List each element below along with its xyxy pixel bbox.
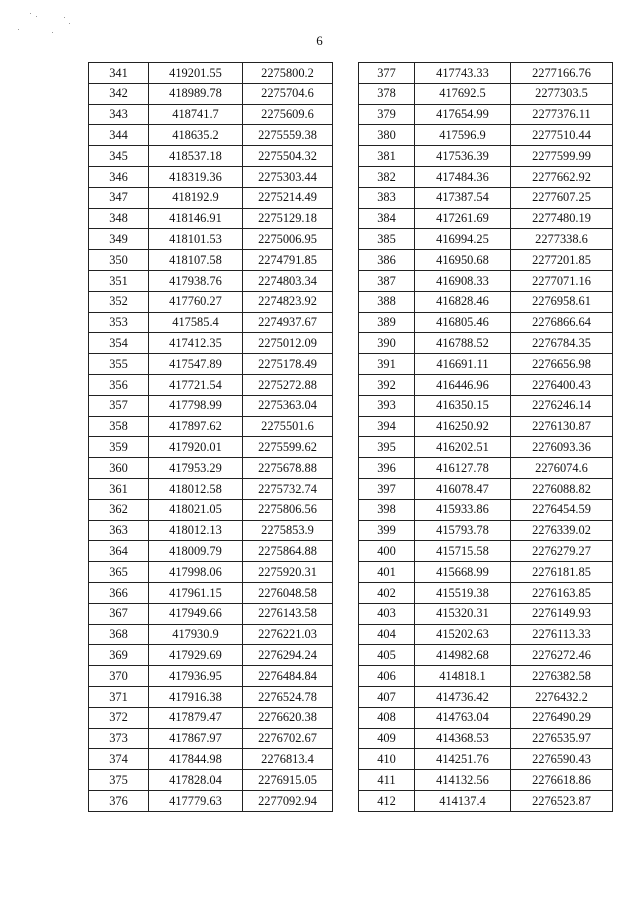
x-coordinate-cell: 414251.76 xyxy=(415,749,511,770)
point-number-cell: 372 xyxy=(89,707,149,728)
y-coordinate-cell: 2275609.6 xyxy=(243,104,333,125)
y-coordinate-cell: 2275800.2 xyxy=(243,63,333,84)
point-number-cell: 343 xyxy=(89,104,149,125)
x-coordinate-cell: 418107.58 xyxy=(149,250,243,271)
y-coordinate-cell: 2277662.92 xyxy=(511,166,613,187)
y-coordinate-cell: 2277338.6 xyxy=(511,229,613,250)
scan-speck xyxy=(36,16,37,17)
point-number-cell: 383 xyxy=(359,187,415,208)
table-row xyxy=(89,374,333,395)
y-coordinate-cell: 2275806.56 xyxy=(243,499,333,520)
table-row xyxy=(89,333,333,354)
y-coordinate-cell: 2276088.82 xyxy=(511,478,613,499)
table-row xyxy=(89,790,333,811)
coordinates-table-right xyxy=(358,62,613,812)
x-coordinate-cell: 417867.97 xyxy=(149,728,243,749)
x-coordinate-cell: 416127.78 xyxy=(415,458,511,479)
point-number-cell: 352 xyxy=(89,291,149,312)
point-number-cell: 397 xyxy=(359,478,415,499)
x-coordinate-cell: 416788.52 xyxy=(415,333,511,354)
x-coordinate-cell: 417654.99 xyxy=(415,104,511,125)
scan-speck xyxy=(69,23,70,24)
table-body xyxy=(359,63,613,812)
point-number-cell: 396 xyxy=(359,458,415,479)
table-row xyxy=(89,478,333,499)
x-coordinate-cell: 416908.33 xyxy=(415,270,511,291)
y-coordinate-cell: 2275501.6 xyxy=(243,416,333,437)
y-coordinate-cell: 2277303.5 xyxy=(511,83,613,104)
y-coordinate-cell: 2276149.93 xyxy=(511,603,613,624)
page-number: 6 xyxy=(316,33,323,48)
x-coordinate-cell: 417387.54 xyxy=(415,187,511,208)
y-coordinate-cell: 2276181.85 xyxy=(511,562,613,583)
point-number-cell: 410 xyxy=(359,749,415,770)
y-coordinate-cell: 2275363.04 xyxy=(243,395,333,416)
table-row xyxy=(89,63,333,84)
point-number-cell: 409 xyxy=(359,728,415,749)
table-row xyxy=(359,437,613,458)
y-coordinate-cell: 2275920.31 xyxy=(243,562,333,583)
y-coordinate-cell: 2277376.11 xyxy=(511,104,613,125)
y-coordinate-cell: 2277201.85 xyxy=(511,250,613,271)
x-coordinate-cell: 417998.06 xyxy=(149,562,243,583)
y-coordinate-cell: 2276656.98 xyxy=(511,354,613,375)
table-row xyxy=(89,146,333,167)
x-coordinate-cell: 416350.15 xyxy=(415,395,511,416)
y-coordinate-cell: 2275704.6 xyxy=(243,83,333,104)
y-coordinate-cell: 2276866.64 xyxy=(511,312,613,333)
y-coordinate-cell: 2276272.46 xyxy=(511,645,613,666)
point-number-cell: 379 xyxy=(359,104,415,125)
table-row xyxy=(89,686,333,707)
point-number-cell: 399 xyxy=(359,520,415,541)
table-row xyxy=(89,187,333,208)
x-coordinate-cell: 415715.58 xyxy=(415,541,511,562)
x-coordinate-cell: 417897.62 xyxy=(149,416,243,437)
table-body xyxy=(89,63,333,812)
point-number-cell: 371 xyxy=(89,686,149,707)
y-coordinate-cell: 2276130.87 xyxy=(511,416,613,437)
point-number-cell: 373 xyxy=(89,728,149,749)
x-coordinate-cell: 416691.11 xyxy=(415,354,511,375)
table-row xyxy=(359,125,613,146)
y-coordinate-cell: 2276143.58 xyxy=(243,603,333,624)
table-row xyxy=(359,354,613,375)
x-coordinate-cell: 414763.04 xyxy=(415,707,511,728)
y-coordinate-cell: 2275272.88 xyxy=(243,374,333,395)
x-coordinate-cell: 417844.98 xyxy=(149,749,243,770)
table-row xyxy=(359,83,613,104)
y-coordinate-cell: 2275303.44 xyxy=(243,166,333,187)
table-row xyxy=(359,416,613,437)
table-row xyxy=(359,562,613,583)
x-coordinate-cell: 417743.33 xyxy=(415,63,511,84)
table-row xyxy=(359,208,613,229)
point-number-cell: 364 xyxy=(89,541,149,562)
y-coordinate-cell: 2276113.33 xyxy=(511,624,613,645)
x-coordinate-cell: 416828.46 xyxy=(415,291,511,312)
x-coordinate-cell: 417596.9 xyxy=(415,125,511,146)
y-coordinate-cell: 2276702.67 xyxy=(243,728,333,749)
x-coordinate-cell: 417916.38 xyxy=(149,686,243,707)
table-row xyxy=(359,333,613,354)
x-coordinate-cell: 418537.18 xyxy=(149,146,243,167)
point-number-cell: 382 xyxy=(359,166,415,187)
y-coordinate-cell: 2276523.87 xyxy=(511,790,613,811)
x-coordinate-cell: 417261.69 xyxy=(415,208,511,229)
y-coordinate-cell: 2276454.59 xyxy=(511,499,613,520)
point-number-cell: 342 xyxy=(89,83,149,104)
table-row xyxy=(89,270,333,291)
point-number-cell: 386 xyxy=(359,250,415,271)
x-coordinate-cell: 417692.5 xyxy=(415,83,511,104)
table-row xyxy=(89,250,333,271)
table-row xyxy=(89,458,333,479)
y-coordinate-cell: 2277480.19 xyxy=(511,208,613,229)
table-row xyxy=(359,624,613,645)
y-coordinate-cell: 2276339.02 xyxy=(511,520,613,541)
point-number-cell: 408 xyxy=(359,707,415,728)
x-coordinate-cell: 417547.89 xyxy=(149,354,243,375)
y-coordinate-cell: 2276074.6 xyxy=(511,458,613,479)
x-coordinate-cell: 417779.63 xyxy=(149,790,243,811)
point-number-cell: 395 xyxy=(359,437,415,458)
y-coordinate-cell: 2275504.32 xyxy=(243,146,333,167)
point-number-cell: 374 xyxy=(89,749,149,770)
y-coordinate-cell: 2277092.94 xyxy=(243,790,333,811)
scan-speck xyxy=(30,13,31,14)
point-number-cell: 380 xyxy=(359,125,415,146)
y-coordinate-cell: 2276590.43 xyxy=(511,749,613,770)
x-coordinate-cell: 417938.76 xyxy=(149,270,243,291)
point-number-cell: 384 xyxy=(359,208,415,229)
point-number-cell: 401 xyxy=(359,562,415,583)
table-row xyxy=(89,645,333,666)
table-row xyxy=(359,541,613,562)
point-number-cell: 349 xyxy=(89,229,149,250)
point-number-cell: 403 xyxy=(359,603,415,624)
y-coordinate-cell: 2274791.85 xyxy=(243,250,333,271)
y-coordinate-cell: 2276400.43 xyxy=(511,374,613,395)
table-row xyxy=(359,229,613,250)
x-coordinate-cell: 415933.86 xyxy=(415,499,511,520)
y-coordinate-cell: 2276535.97 xyxy=(511,728,613,749)
x-coordinate-cell: 418012.58 xyxy=(149,478,243,499)
table-row xyxy=(359,250,613,271)
table-row xyxy=(89,520,333,541)
table-row xyxy=(359,749,613,770)
table-row xyxy=(89,312,333,333)
point-number-cell: 347 xyxy=(89,187,149,208)
y-coordinate-cell: 2276221.03 xyxy=(243,624,333,645)
table-row xyxy=(359,270,613,291)
table-row xyxy=(89,728,333,749)
x-coordinate-cell: 417936.95 xyxy=(149,666,243,687)
y-coordinate-cell: 2276432.2 xyxy=(511,686,613,707)
point-number-cell: 368 xyxy=(89,624,149,645)
x-coordinate-cell: 417484.36 xyxy=(415,166,511,187)
point-number-cell: 370 xyxy=(89,666,149,687)
point-number-cell: 392 xyxy=(359,374,415,395)
y-coordinate-cell: 2277166.76 xyxy=(511,63,613,84)
point-number-cell: 346 xyxy=(89,166,149,187)
table-row xyxy=(359,645,613,666)
x-coordinate-cell: 416250.92 xyxy=(415,416,511,437)
table-row xyxy=(359,146,613,167)
table-row xyxy=(359,686,613,707)
y-coordinate-cell: 2275732.74 xyxy=(243,478,333,499)
table-row xyxy=(359,166,613,187)
point-number-cell: 394 xyxy=(359,416,415,437)
point-number-cell: 363 xyxy=(89,520,149,541)
table-row xyxy=(359,291,613,312)
y-coordinate-cell: 2276279.27 xyxy=(511,541,613,562)
table-row xyxy=(89,83,333,104)
point-number-cell: 407 xyxy=(359,686,415,707)
x-coordinate-cell: 416202.51 xyxy=(415,437,511,458)
table-row xyxy=(89,562,333,583)
y-coordinate-cell: 2276294.24 xyxy=(243,645,333,666)
point-number-cell: 402 xyxy=(359,582,415,603)
scan-speck xyxy=(64,17,65,18)
y-coordinate-cell: 2276813.4 xyxy=(243,749,333,770)
scan-speck xyxy=(18,29,19,30)
y-coordinate-cell: 2276490.29 xyxy=(511,707,613,728)
point-number-cell: 406 xyxy=(359,666,415,687)
point-number-cell: 375 xyxy=(89,770,149,791)
y-coordinate-cell: 2277607.25 xyxy=(511,187,613,208)
point-number-cell: 367 xyxy=(89,603,149,624)
x-coordinate-cell: 414982.68 xyxy=(415,645,511,666)
y-coordinate-cell: 2277510.44 xyxy=(511,125,613,146)
table-row xyxy=(89,437,333,458)
table-row xyxy=(89,666,333,687)
x-coordinate-cell: 414736.42 xyxy=(415,686,511,707)
table-row xyxy=(89,166,333,187)
point-number-cell: 389 xyxy=(359,312,415,333)
y-coordinate-cell: 2276382.58 xyxy=(511,666,613,687)
point-number-cell: 391 xyxy=(359,354,415,375)
y-coordinate-cell: 2275678.88 xyxy=(243,458,333,479)
x-coordinate-cell: 417585.4 xyxy=(149,312,243,333)
y-coordinate-cell: 2276958.61 xyxy=(511,291,613,312)
x-coordinate-cell: 418989.78 xyxy=(149,83,243,104)
table-row xyxy=(359,478,613,499)
y-coordinate-cell: 2276915.05 xyxy=(243,770,333,791)
x-coordinate-cell: 417929.69 xyxy=(149,645,243,666)
y-coordinate-cell: 2275129.18 xyxy=(243,208,333,229)
x-coordinate-cell: 415519.38 xyxy=(415,582,511,603)
table-row xyxy=(89,541,333,562)
x-coordinate-cell: 417798.99 xyxy=(149,395,243,416)
point-number-cell: 388 xyxy=(359,291,415,312)
point-number-cell: 405 xyxy=(359,645,415,666)
point-number-cell: 355 xyxy=(89,354,149,375)
point-number-cell: 385 xyxy=(359,229,415,250)
y-coordinate-cell: 2274937.67 xyxy=(243,312,333,333)
point-number-cell: 400 xyxy=(359,541,415,562)
table-row xyxy=(89,291,333,312)
table-row xyxy=(89,707,333,728)
y-coordinate-cell: 2275012.09 xyxy=(243,333,333,354)
x-coordinate-cell: 416950.68 xyxy=(415,250,511,271)
point-number-cell: 369 xyxy=(89,645,149,666)
table-row xyxy=(89,208,333,229)
table-row xyxy=(89,624,333,645)
point-number-cell: 390 xyxy=(359,333,415,354)
x-coordinate-cell: 414137.4 xyxy=(415,790,511,811)
x-coordinate-cell: 416994.25 xyxy=(415,229,511,250)
table-row xyxy=(359,458,613,479)
x-coordinate-cell: 414368.53 xyxy=(415,728,511,749)
point-number-cell: 356 xyxy=(89,374,149,395)
point-number-cell: 350 xyxy=(89,250,149,271)
x-coordinate-cell: 415668.99 xyxy=(415,562,511,583)
point-number-cell: 365 xyxy=(89,562,149,583)
y-coordinate-cell: 2276618.86 xyxy=(511,770,613,791)
point-number-cell: 359 xyxy=(89,437,149,458)
x-coordinate-cell: 414818.1 xyxy=(415,666,511,687)
point-number-cell: 393 xyxy=(359,395,415,416)
table-row xyxy=(359,770,613,791)
x-coordinate-cell: 415202.63 xyxy=(415,624,511,645)
y-coordinate-cell: 2276484.84 xyxy=(243,666,333,687)
x-coordinate-cell: 418012.13 xyxy=(149,520,243,541)
point-number-cell: 404 xyxy=(359,624,415,645)
coordinates-table-left xyxy=(88,62,333,812)
x-coordinate-cell: 416805.46 xyxy=(415,312,511,333)
x-coordinate-cell: 417536.39 xyxy=(415,146,511,167)
point-number-cell: 345 xyxy=(89,146,149,167)
point-number-cell: 361 xyxy=(89,478,149,499)
table-row xyxy=(359,582,613,603)
table-row xyxy=(359,728,613,749)
point-number-cell: 366 xyxy=(89,582,149,603)
x-coordinate-cell: 415320.31 xyxy=(415,603,511,624)
table-row xyxy=(359,790,613,811)
x-coordinate-cell: 416446.96 xyxy=(415,374,511,395)
y-coordinate-cell: 2276048.58 xyxy=(243,582,333,603)
x-coordinate-cell: 417412.35 xyxy=(149,333,243,354)
point-number-cell: 351 xyxy=(89,270,149,291)
x-coordinate-cell: 417961.15 xyxy=(149,582,243,603)
y-coordinate-cell: 2276784.35 xyxy=(511,333,613,354)
table-row xyxy=(359,104,613,125)
x-coordinate-cell: 417949.66 xyxy=(149,603,243,624)
y-coordinate-cell: 2277071.16 xyxy=(511,270,613,291)
y-coordinate-cell: 2275214.49 xyxy=(243,187,333,208)
x-coordinate-cell: 417953.29 xyxy=(149,458,243,479)
y-coordinate-cell: 2276524.78 xyxy=(243,686,333,707)
point-number-cell: 353 xyxy=(89,312,149,333)
y-coordinate-cell: 2276093.36 xyxy=(511,437,613,458)
point-number-cell: 376 xyxy=(89,790,149,811)
point-number-cell: 354 xyxy=(89,333,149,354)
table-row xyxy=(359,312,613,333)
point-number-cell: 411 xyxy=(359,770,415,791)
point-number-cell: 348 xyxy=(89,208,149,229)
x-coordinate-cell: 419201.55 xyxy=(149,63,243,84)
table-row xyxy=(89,104,333,125)
point-number-cell: 381 xyxy=(359,146,415,167)
table-row xyxy=(359,499,613,520)
point-number-cell: 344 xyxy=(89,125,149,146)
table-row xyxy=(359,187,613,208)
point-number-cell: 358 xyxy=(89,416,149,437)
x-coordinate-cell: 417721.54 xyxy=(149,374,243,395)
y-coordinate-cell: 2275559.38 xyxy=(243,125,333,146)
table-row xyxy=(89,582,333,603)
y-coordinate-cell: 2276163.85 xyxy=(511,582,613,603)
table-row xyxy=(89,229,333,250)
table-row xyxy=(89,749,333,770)
table-row xyxy=(89,499,333,520)
table-row xyxy=(359,603,613,624)
point-number-cell: 398 xyxy=(359,499,415,520)
point-number-cell: 387 xyxy=(359,270,415,291)
y-coordinate-cell: 2276620.38 xyxy=(243,707,333,728)
x-coordinate-cell: 418635.2 xyxy=(149,125,243,146)
x-coordinate-cell: 416078.47 xyxy=(415,478,511,499)
table-row xyxy=(359,395,613,416)
x-coordinate-cell: 418192.9 xyxy=(149,187,243,208)
y-coordinate-cell: 2274803.34 xyxy=(243,270,333,291)
table-row xyxy=(89,395,333,416)
x-coordinate-cell: 414132.56 xyxy=(415,770,511,791)
table-row xyxy=(89,603,333,624)
table-row xyxy=(89,354,333,375)
point-number-cell: 357 xyxy=(89,395,149,416)
x-coordinate-cell: 418741.7 xyxy=(149,104,243,125)
x-coordinate-cell: 415793.78 xyxy=(415,520,511,541)
x-coordinate-cell: 417828.04 xyxy=(149,770,243,791)
y-coordinate-cell: 2275178.49 xyxy=(243,354,333,375)
x-coordinate-cell: 417930.9 xyxy=(149,624,243,645)
y-coordinate-cell: 2277599.99 xyxy=(511,146,613,167)
y-coordinate-cell: 2275599.62 xyxy=(243,437,333,458)
table-row xyxy=(89,770,333,791)
point-number-cell: 362 xyxy=(89,499,149,520)
table-row xyxy=(89,125,333,146)
x-coordinate-cell: 418009.79 xyxy=(149,541,243,562)
x-coordinate-cell: 418101.53 xyxy=(149,229,243,250)
table-row xyxy=(359,63,613,84)
x-coordinate-cell: 418319.36 xyxy=(149,166,243,187)
y-coordinate-cell: 2275006.95 xyxy=(243,229,333,250)
point-number-cell: 341 xyxy=(89,63,149,84)
x-coordinate-cell: 417920.01 xyxy=(149,437,243,458)
table-row xyxy=(359,520,613,541)
table-row xyxy=(359,666,613,687)
y-coordinate-cell: 2274823.92 xyxy=(243,291,333,312)
x-coordinate-cell: 417879.47 xyxy=(149,707,243,728)
x-coordinate-cell: 418146.91 xyxy=(149,208,243,229)
point-number-cell: 378 xyxy=(359,83,415,104)
table-row xyxy=(89,416,333,437)
point-number-cell: 412 xyxy=(359,790,415,811)
point-number-cell: 377 xyxy=(359,63,415,84)
y-coordinate-cell: 2276246.14 xyxy=(511,395,613,416)
point-number-cell: 360 xyxy=(89,458,149,479)
x-coordinate-cell: 417760.27 xyxy=(149,291,243,312)
table-row xyxy=(359,707,613,728)
x-coordinate-cell: 418021.05 xyxy=(149,499,243,520)
y-coordinate-cell: 2275853.9 xyxy=(243,520,333,541)
y-coordinate-cell: 2275864.88 xyxy=(243,541,333,562)
table-row xyxy=(359,374,613,395)
